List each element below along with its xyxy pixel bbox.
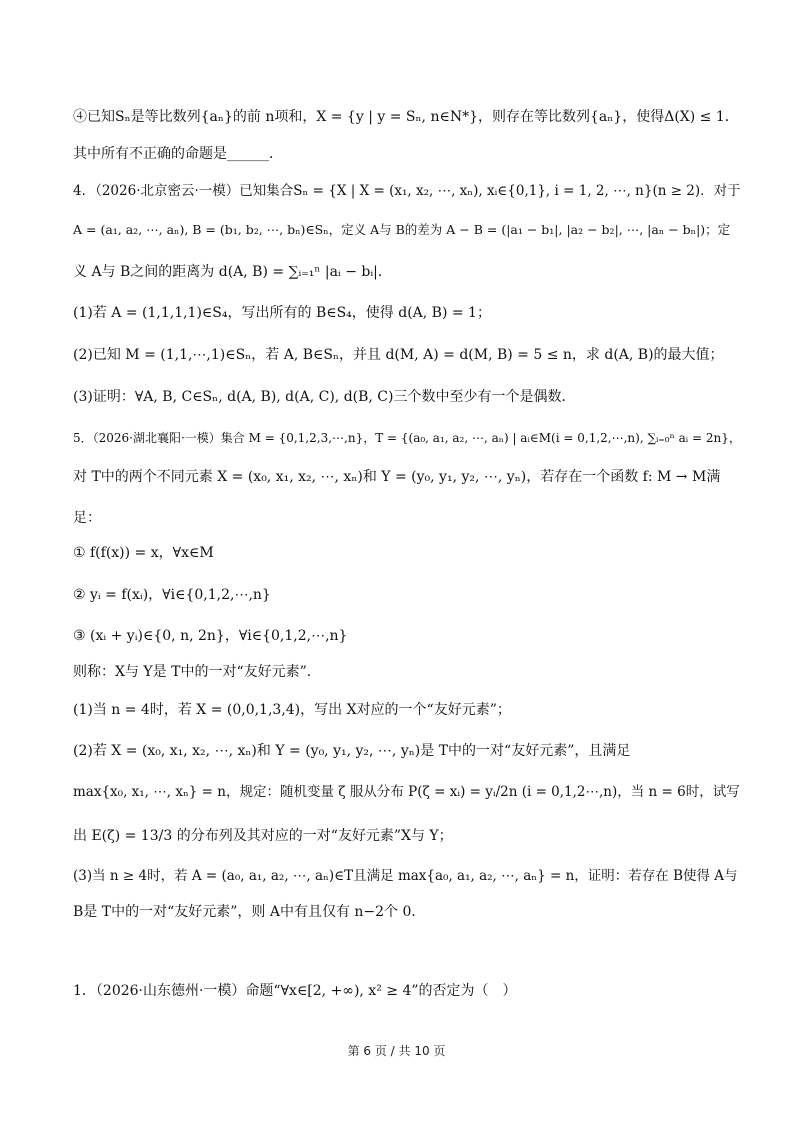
text-line-15: 则称：X与 Y是 T中的一对“友好元素”． [73,664,321,680]
problem-4-heading: 4．（2026·北京密云·一模）已知集合Sₙ = {X | X = (x₁, x₂, ⋯, xₙ), xᵢ∈{0,1}, i = 1, 2, ⋯, n}(n ≥ 2)．对于 [73,183,741,199]
text-line-2: 其中所有不正确的命题是______． [73,146,283,162]
problem-4-part-1: (1)若 A = (1,1,1,1)∈S₄，写出所有的 B∈S₄，使得 d(A, B) = 1； [73,305,491,321]
problem-5-heading: 5．（2026·湖北襄阳·一模）集合 M = {0,1,2,3,⋯,n}，T = {(a₀, a₁, a₂, ⋯, aₙ) | aᵢ∈M(i = 0,1,2,⋯,n), ∑ᵢ₌₀ⁿ aᵢ = 2n}， [73,431,741,445]
page-footer: 第 6 页 / 共 10 页 [347,1044,446,1058]
text-line-18: max{x₀, x₁, ⋯, xₙ} = n，规定：随机变量 ζ 服从分布 P(ζ = xᵢ) = yᵢ/2n (i = 0,1,2⋯,n)，当 n = 6时，试写 [73,784,740,800]
problem-5-part-1: (1)当 n = 4时，若 X = (0,0,1,3,4)，写出 X对应的一个“友好元素”； [73,702,511,718]
condition-1: ① f(f(x)) = x，∀x∈M [73,545,214,561]
text-line-5: 义 A与 B之间的距离为 d(A, B) = ∑ᵢ₌₁ⁿ |aᵢ − bᵢ|． [73,264,392,280]
condition-2: ② yᵢ = f(xᵢ)，∀i∈{0,1,2,⋯,n} [73,587,271,603]
text-line-10: 对 T中的两个不同元素 X = (x₀, x₁, x₂, ⋯, xₙ)和 Y = (y₀, y₁, y₂, ⋯, yₙ)，若存在一个函数 f: M → M满 [73,469,721,485]
next-problem-1: 1．（2026·山东德州·一模）命题“∀x∈[2, +∞), x² ≥ 4”的否定为（ ） [73,983,517,999]
text-line-19: 出 E(ζ) = 13/3 的分布列及其对应的一对“友好元素”X与 Y； [73,828,453,844]
problem-5-part-2: (2)若 X = (x₀, x₁, x₂, ⋯, xₙ)和 Y = (y₀, y₁, y₂, ⋯, yₙ)是 T中的一对“友好元素”，且满足 [73,743,631,759]
condition-3: ③ (xᵢ + yᵢ)∈{0, n, 2n}，∀i∈{0,1,2,⋯,n} [73,628,348,644]
problem-5-part-3: (3)当 n ≥ 4时，若 A = (a₀, a₁, a₂, ⋯, aₙ)∈T且满足 max{a₀, a₁, a₂, ⋯, aₙ} = n，证明：若存在 B使得 A与 [73,868,738,884]
text-line-11: 足： [73,510,101,526]
text-line-21: B是 T中的一对“友好元素”，则 A中有且仅有 n−2个 0． [73,904,426,920]
text-line-4: A = (a₁, a₂, ⋯, aₙ), B = (b₁, b₂, ⋯, bₙ)∈Sₙ，定义 A与 B的差为 A − B = (|a₁ − b₁|, |a₂ − b₂|, ⋯, |aₙ − bₙ|)；定 [73,222,731,237]
problem-4-part-2: (2)已知 M = (1,1,⋯,1)∈Sₙ，若 A, B∈Sₙ，并且 d(M, A) = d(M, B) = 5 ≤ n，求 d(A, B)的最大值； [73,347,724,363]
problem-4-part-3: (3)证明：∀A, B, C∈Sₙ, d(A, B), d(A, C), d(B, C)三个数中至少有一个是偶数． [73,389,576,405]
text-line-1: ④已知Sₙ是等比数列{aₙ}的前 n项和，X = {y | y = Sₙ, n∈N*}，则存在等比数列{aₙ}，使得Δ(X) ≤ 1． [73,109,739,125]
